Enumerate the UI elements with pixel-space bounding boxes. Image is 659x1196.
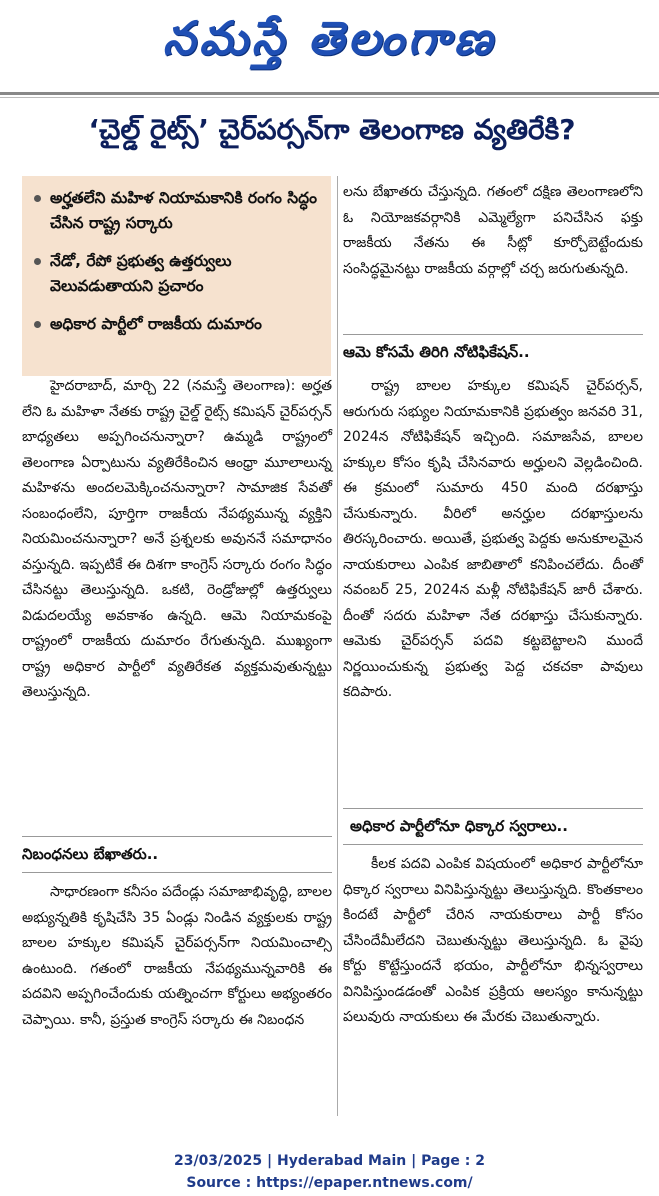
highlight-item: నేడో, రేపో ప్రభుత్వ ఉత్తర్వులు వెలువడుతాయని ప్రచారం bbox=[32, 249, 323, 299]
masthead bbox=[0, 0, 659, 88]
edition-info: 23/03/2025 | Hyderabad Main | Page : 2 bbox=[173, 1153, 486, 1169]
highlight-item: అర్హతలేని మహిళ నియామకానికి రంగం సిద్ధం చేసిన రాష్ట్ర సర్కారు bbox=[32, 186, 323, 236]
subheading: అధికార పార్టీలోనూ ధిక్కార స్వరాలు.. bbox=[350, 817, 568, 835]
divider bbox=[22, 872, 332, 873]
right-column-body-2 bbox=[343, 852, 643, 1031]
divider bbox=[22, 836, 332, 837]
left-column-body-2 bbox=[22, 880, 332, 1033]
article-headline: ‘చైల్డ్ రైట్స్’ చైర్‌పర్సన్‌గా తెలంగాణ వ్యతిరేకి? bbox=[88, 113, 576, 146]
subheading: నిబంధనలు బేఖాతరు.. bbox=[22, 845, 159, 863]
highlights-box bbox=[22, 176, 331, 376]
top-rule bbox=[0, 92, 659, 95]
paragraph: రాష్ట్ర బాలల హక్కుల కమిషన్ చైర్‌పర్సన్, ఆరుగురు సభ్యుల నియామకానికి ప్రభుత్వం జనవరి 31, 2024న నోటిఫికేషన్ ఇచ్చింది. సమాజసేవ, బాలల హక్కుల కోసం కృషి చేసినవారు అర్హులని వెల్లడించింది. ఈ క్రమంలో సుమారు 450 మంది దరఖాస్తు చేసుకున్నారు. వీరిలో అనర్హుల దరఖాస్తులను తిరస్కరించారు. అయితే, ప్రభుత్వ పెద్దకు అనుకూలమైన నాయకురాలు ఎంపిక జాబితాలో కనిపించలేదు. దీంతో నవంబర్ 25, 2024న మళ్లీ నోటిఫికేషన్ జారీ చేశారు. దీంతో సదరు మహిళా నేత దరఖాస్తు చేసుకున్నారు. ఆమెకు చైర్‌పర్సన్ పదవి కట్టబెట్టాలని ముందే నిర్ణయించుకున్న ప్రభుత్వ పెద్ద చకచకా పావులు కదిపారు. bbox=[343, 378, 643, 700]
left-column-body bbox=[22, 374, 332, 706]
right-column-top bbox=[343, 180, 643, 282]
right-column-body bbox=[343, 374, 643, 706]
top-rule-thin bbox=[0, 97, 659, 98]
paragraph: సాధారణంగా కనీసం పదేండ్లు సమాజాభివృద్ధి, బాలల అభ్యున్నతికి కృషిచేసి 35 ఏండ్లు నిండిన వ్యక్తులకు రాష్ట్ర బాలల హక్కుల కమిషన్ చైర్‌పర్సన్‌గా నియమించాల్సి ఉంటుంది. గతంలో రాజకీయ నేపథ్యమున్నవారికి ఈ పదవిని అప్పగించేందుకు యత్నించగా కోర్టులు అభ్యంతరం చెప్పాయి. కానీ, ప్రస్తుత కాంగ్రెస్ సర్కారు ఈ నిబంధన bbox=[22, 884, 332, 1028]
newspaper-logo: నమస్తే తెలంగాణ bbox=[162, 11, 497, 65]
divider bbox=[343, 334, 643, 335]
footer bbox=[0, 1150, 659, 1194]
highlight-item: అధికార పార్టీలో రాజకీయ దుమారం bbox=[32, 312, 323, 337]
column-divider bbox=[337, 176, 338, 1116]
paragraph: హైదరాబాద్, మార్చి 22 (నమస్తే తెలంగాణ): అర్హత లేని ఓ మహిళా నేతకు రాష్ట్ర చైల్డ్ రైట్స్ కమిషన్ చైర్‌పర్సన్ బాధ్యతలు అప్పగించనున్నారా? ఉమ్మడి రాష్ట్రంలో తెలంగాణ ఏర్పాటును వ్యతిరేకించిన ఆంధ్రా మూలాలున్న మహిళను అందలమెక్కించనున్నారా? సామాజిక సేవతో సంబంధంలేని, పూర్తిగా రాజకీయ నేపథ్యమున్న వ్యక్తిని నియమించనున్నారా? అనే ప్రశ్నలకు అవుననే సమాధానం వస్తున్నది. ఇప్పటికే ఈ దిశగా కాంగ్రెస్ సర్కారు రంగం సిద్ధం చేసినట్టు తెలుస్తున్నది. ఒకటి, రెండ్రోజుల్లో ఉత్తర్వులు విడుదలయ్యే అవకాశం ఉన్నది. ఆమె నియామకంపై రాష్ట్రంలో రాజకీయ దుమారం రేగుతున్నది. ముఖ్యంగా రాష్ట్ర అధికార పార్టీలో వ్యతిరేకత వ్యక్తమవుతున్నట్టు తెలుస్తున్నది. bbox=[22, 378, 332, 700]
divider bbox=[343, 808, 643, 809]
subheading: ఆమె కోసమే తిరిగి నోటిఫికేషన్.. bbox=[343, 343, 530, 361]
source-link[interactable]: Source : https://epaper.ntnews.com/ bbox=[186, 1175, 473, 1191]
divider bbox=[343, 844, 643, 845]
paragraph: కీలక పదవి ఎంపిక విషయంలో అధికార పార్టీలోనూ ధిక్కార స్వరాలు వినిపిస్తున్నట్టు తెలుస్తున్నది. కొంతకాలం కిందటే పార్టీలో చేరిన నాయకురాలు పార్టీ కోసం చేసిందేమీలేదని చెబుతున్నట్టు తెలుస్తున్నది. ఓ వైపు కోర్టు కొట్టేస్తుందనే భయం, పార్టీలోనూ భిన్నస్వరాలు వినిపిస్తుండడంతో ఎంపిక ప్రక్రియ ఆలస్యం కానున్నట్టు పలువురు నాయకులు ఈ మేరకు చెబుతున్నారు. bbox=[343, 856, 643, 1025]
paragraph: లను బేఖాతరు చేస్తున్నది. గతంలో దక్షిణ తెలంగాణలోని ఓ నియోజకవర్గానికి ఎమ్మెల్యేగా పనిచేసిన ఫక్తు రాజకీయ నేతను ఈ సీట్లో కూర్చోబెట్టేందుకు సంసిద్ధమైనట్టు రాజకీయ వర్గాల్లో చర్చ జరుగుతున్నది. bbox=[343, 184, 643, 277]
